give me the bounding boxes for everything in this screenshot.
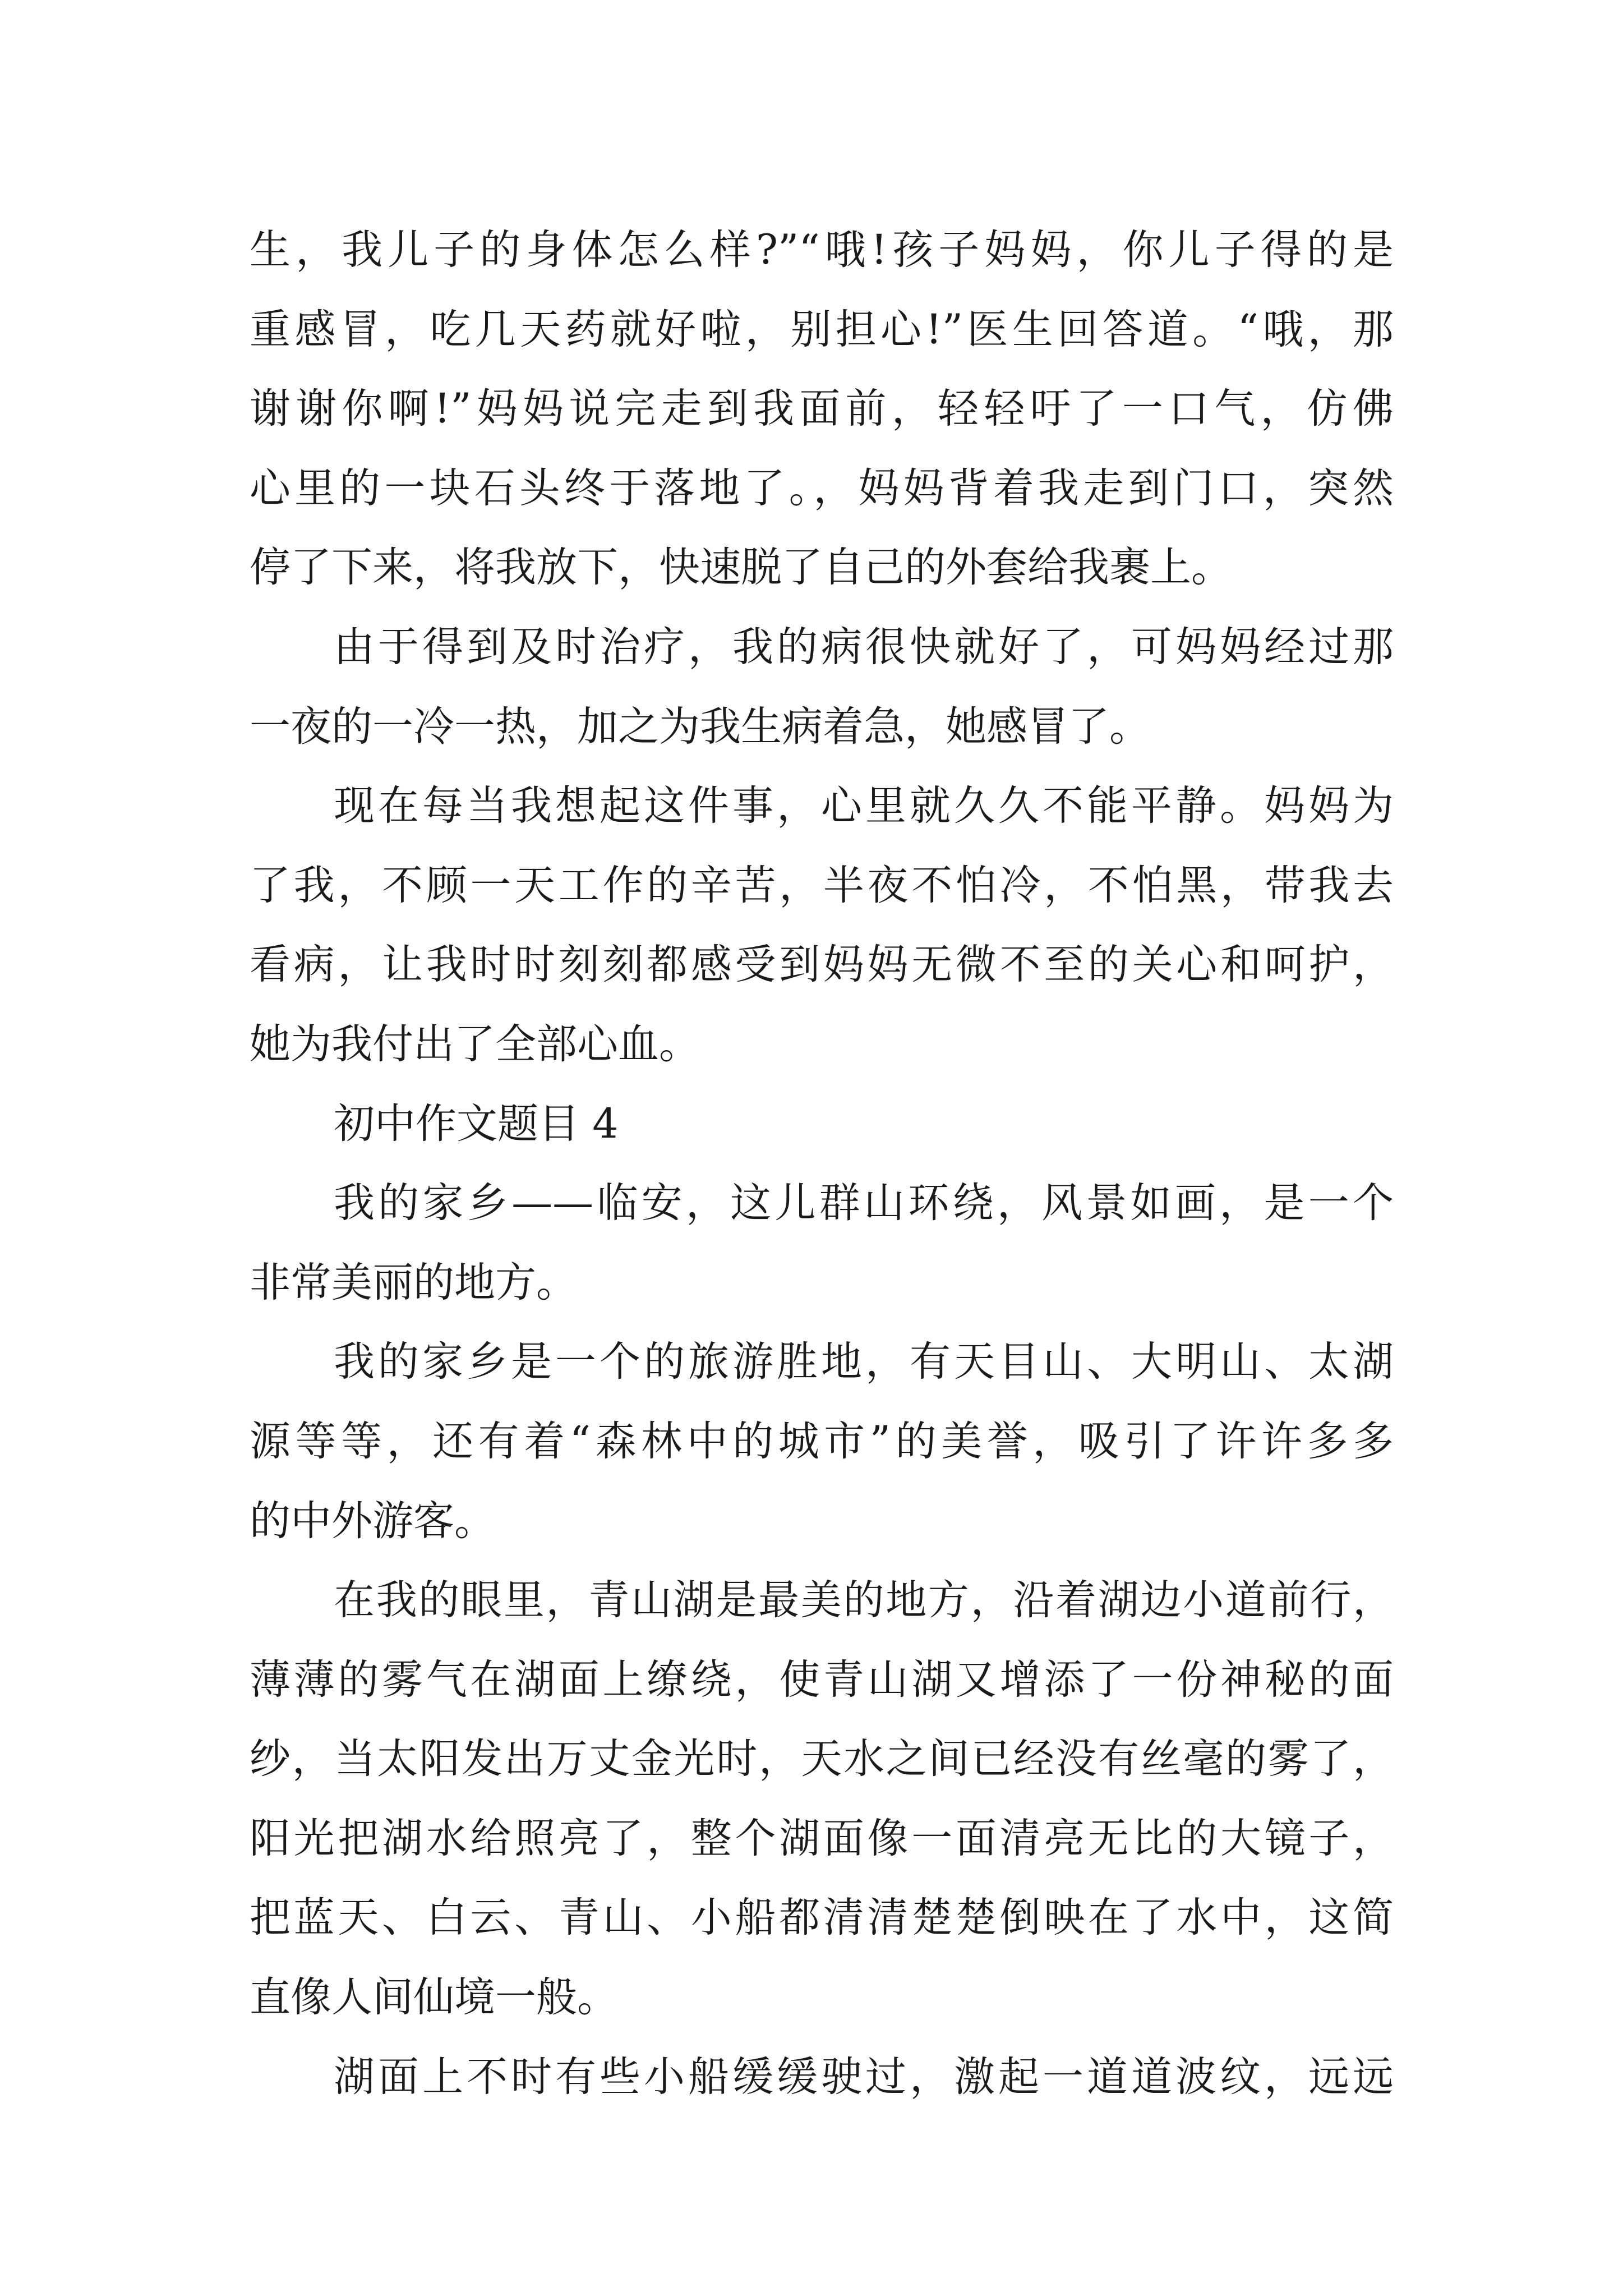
text-line: 谢谢你啊!”妈妈说完走到我面前，轻轻吁了一口气，仿佛 xyxy=(250,385,1394,433)
paragraph-start: 现在每当我想起这件事，心里就久久不能平静。妈妈为 xyxy=(334,782,1394,830)
paragraph-start: 我的家乡——临安，这儿群山环绕，风景如画，是一个 xyxy=(334,1179,1394,1227)
text-line: 纱，当太阳发出万丈金光时，天水之间已经没有丝毫的雾了， xyxy=(250,1735,1394,1783)
text-line: 薄薄的雾气在湖面上缭绕，使青山湖又增添了一份神秘的面 xyxy=(250,1655,1394,1704)
paragraph-start: 我的家乡是一个的旅游胜地，有天目山、大明山、太湖 xyxy=(334,1338,1394,1386)
paragraph-start: 湖面上不时有些小船缓缓驶过，激起一道道波纹，远远 xyxy=(334,2053,1394,2101)
text-line: 她为我付出了全部心血。 xyxy=(250,1020,700,1068)
paragraph-start: 由于得到及时治疗，我的病很快就好了，可妈妈经过那 xyxy=(334,623,1394,671)
text-line: 心里的一块石头终于落地了。，妈妈背着我走到门口，突然 xyxy=(250,464,1394,512)
text-line: 阳光把湖水给照亮了，整个湖面像一面清亮无比的大镜子， xyxy=(250,1814,1394,1862)
text-line: 生，我儿子的身体怎么样?”“哦!孩子妈妈，你儿子得的是 xyxy=(250,226,1394,274)
text-line: 了我，不顾一天工作的辛苦，半夜不怕冷，不怕黑，带我去 xyxy=(250,861,1394,909)
text-line: 一夜的一冷一热，加之为我生病着急，她感冒了。 xyxy=(250,702,1150,751)
paragraph-start: 在我的眼里，青山湖是最美的地方，沿着湖边小道前行， xyxy=(334,1576,1394,1625)
section-heading: 初中作文题目 4 xyxy=(334,1099,619,1148)
text-line: 把蓝天、白云、青山、小船都清清楚楚倒映在了水中，这简 xyxy=(250,1894,1394,1942)
text-line: 非常美丽的地方。 xyxy=(250,1258,577,1306)
text-line: 直像人间仙境一般。 xyxy=(250,1973,618,2022)
text-line: 看病，让我时时刻刻都感受到妈妈无微不至的关心和呵护， xyxy=(250,941,1394,989)
text-line: 停了下来，将我放下，快速脱了自己的外套给我裹上。 xyxy=(250,544,1232,592)
text-line: 的中外游客。 xyxy=(250,1497,495,1545)
text-line: 重感冒，吃几天药就好啦，别担心!”医生回答道。“哦，那 xyxy=(250,305,1394,353)
essay-text xyxy=(250,210,1394,2116)
text-line: 源等等，还有着“森林中的城市”的美誉，吸引了许许多多 xyxy=(250,1417,1394,1465)
